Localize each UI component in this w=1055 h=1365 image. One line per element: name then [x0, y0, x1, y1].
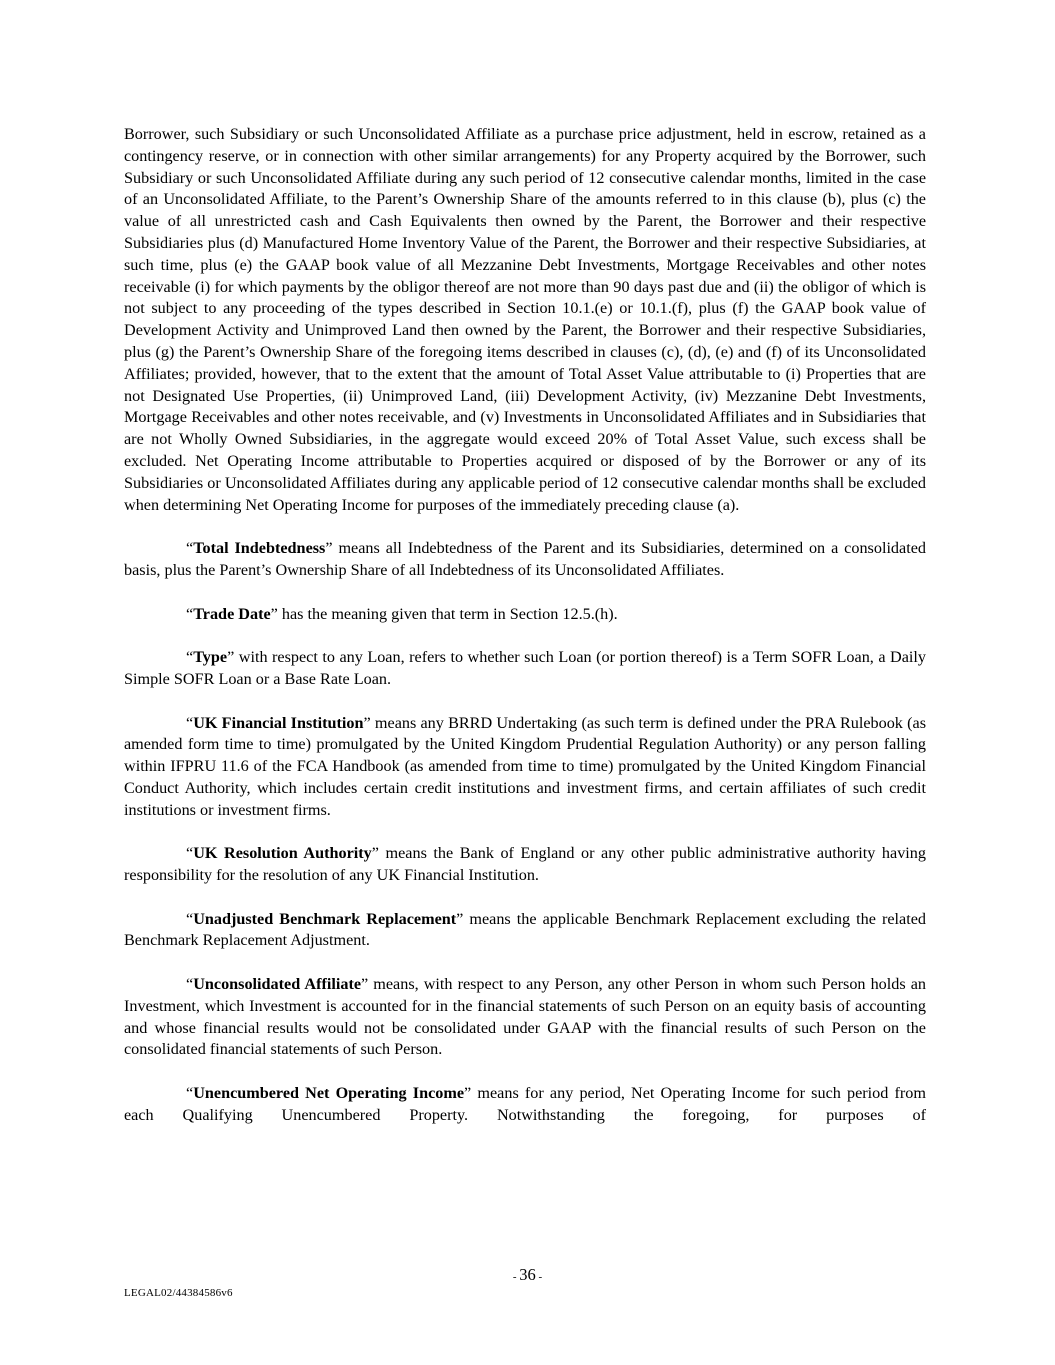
document-body	[124, 124, 926, 1127]
definition-unencumbered-noi: “Unencumbered Net Operating Income” means for any period, Net Operating Income for such period from each Qualifying Unencumbered Property. Notwithstanding the foregoing, for purposes of	[124, 1084, 926, 1124]
definition-trade-date: “Trade Date” has the meaning given that term in Section 12.5.(h).	[186, 604, 618, 623]
defined-term: Trade Date	[193, 604, 271, 623]
page-number: - 36 -	[512, 1265, 543, 1284]
definition-total-indebtedness: “Total Indebtedness” means all Indebtedness of the Parent and its Subsidiaries, determined on a consolidated basis, plus the Parent’s Ownership Share of all Indebtedness of its Unconsolidated Affiliates.	[124, 539, 926, 579]
definition-unadjusted-benchmark-replacement: “Unadjusted Benchmark Replacement” means the applicable Benchmark Replacement excluding the related Benchmark Replacement Adjustment.	[124, 909, 926, 950]
defined-term: Unconsolidated Affiliate	[193, 975, 362, 994]
definition-type: “Type” with respect to any Loan, refers to whether such Loan (or portion thereof) is a Term SOFR Loan, a Daily Simple SOFR Loan or a Base Rate Loan.	[124, 648, 926, 688]
defined-term: Unencumbered Net Operating Income	[193, 1084, 465, 1103]
defined-term: UK Resolution Authority	[193, 844, 372, 863]
defined-term: Total Indebtedness	[193, 539, 326, 558]
definition-uk-financial-institution: “UK Financial Institution” means any BRRD Undertaking (as such term is defined under the PRA Rulebook (as amended form time to time) promulgated by the United Kingdom Prudential Regulation Authority) or any person falling within IFPRU 11.6 of the FCA Handbook (as amended from time to time) promulgated by the United Kingdom Financial Conduct Authority, which includes certain credit institutions and investment firms, and certain affiliates of such credit institutions or investment firms.	[124, 713, 926, 819]
definition-unconsolidated-affiliate: “Unconsolidated Affiliate” means, with respect to any Person, any other Person in whom such Person holds an Investment, which Investment is accounted for in the financial statements of such Person on an equity basis of accounting and whose financial results would not be consolidated under GAAP with the financial results of such Person on the consolidated financial statements of such Person.	[124, 975, 926, 1059]
definition-uk-resolution-authority: “UK Resolution Authority” means the Bank of England or any other public administrative authority having responsibility for the resolution of any UK Financial Institution.	[124, 844, 926, 885]
document-id: LEGAL02/44384586v6	[124, 1287, 233, 1299]
defined-term: UK Financial Institution	[193, 713, 364, 732]
defined-term: Unadjusted Benchmark Replacement	[193, 909, 457, 928]
continuation-paragraph: Borrower, such Subsidiary or such Unconsolidated Affiliate as a purchase price adjustment, held in escrow, retained as a contingency reserve, or in connection with other similar arrangements) for any Property acquired by the Borrower, such Subsidiary or such Unconsolidated Affiliate during any such period of 12 consecutive calendar months, limited in the case of an Unconsolidated Affiliate, to the Parent’s Ownership Share of the amounts referred to in this clause (b), plus (c) the value of all unrestricted cash and Cash Equivalents then owned by the Parent, the Borrower and their respective Subsidiaries plus (d) Manufactured Home Inventory Value of the Parent, the Borrower and their respective Subsidiaries, at such time, plus (e) the GAAP book value of all Mezzanine Debt Investments, Mortgage Receivables and other notes receivable (i) for which payments by the obligor thereof are not more than 90 days past due and (ii) the obligor of which is not subject to any proceeding of the types described in Section 10.1.(e) or 10.1.(f), plus (f) the GAAP book value of Development Activity and Unimproved Land then owned by the Parent, the Borrower and their respective Subsidiaries, plus (g) the Parent’s Ownership Share of the foregoing items described in clauses (c), (d), (e) and (f) of its Unconsolidated Affiliates; provided, however, that to the extent that the amount of Total Asset Value attributable to (i) Properties that are not Designated Use Properties, (ii) Unimproved Land, (iii) Development Activity, (iv) Mezzanine Debt Investments, Mortgage Receivables and other notes receivable, and (v) Investments in Unconsolidated Affiliates and in Subsidiaries that are not Wholly Owned Subsidiaries, in the aggregate would exceed 20% of Total Asset Value, such excess shall be excluded. Net Operating Income attributable to Properties acquired or disposed of by the Borrower or any of its Subsidiaries or Unconsolidated Affiliates during any applicable period of 12 consecutive calendar months shall be excluded when determining Net Operating Income for purposes of the immediately preceding clause (a).	[124, 125, 926, 514]
defined-term: Type	[193, 648, 228, 667]
